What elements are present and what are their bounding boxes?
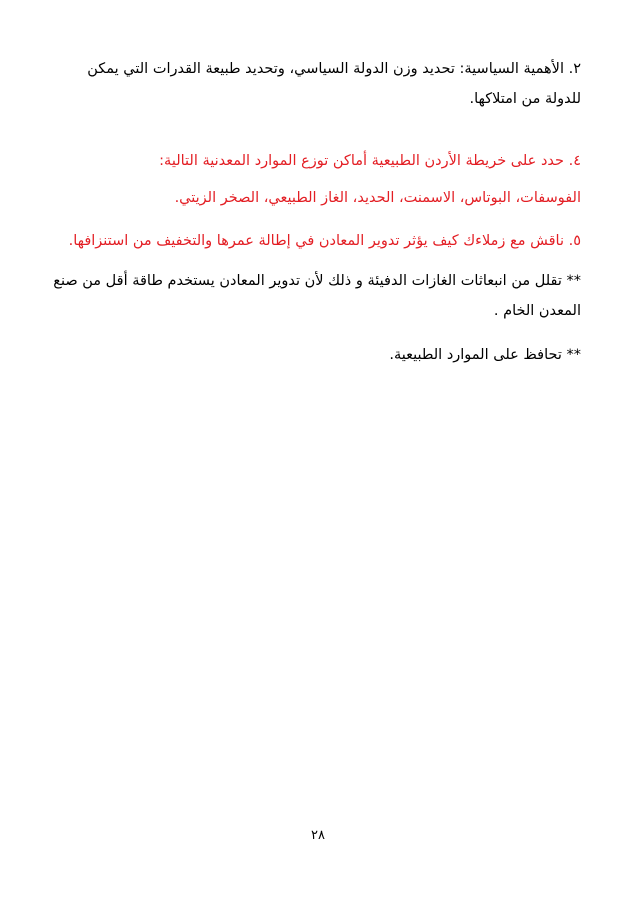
paragraph-question-5: ٥. ناقش مع زملاءك كيف يؤثر تدوير المعادن في إطالة عمرها والتخفيف من استنزافها. (68, 233, 581, 249)
paragraph-question-4: ٤. حدد على خريطة الأردن الطبيعية أماكن توزع الموارد المعدنية التالية: (159, 153, 581, 169)
paragraph-answer-emissions: ** تقلل من انبعاثات الغازات الدفيئة و ذلك لأن تدوير المعادن يستخدم طاقة أقل من صنع المعدن الخام . (53, 273, 581, 319)
paragraph-answer-conservation: ** تحافظ على الموارد الطبيعية. (389, 347, 581, 363)
paragraph-mineral-list: الفوسفات، البوتاس، الاسمنت، الحديد، الغاز الطبيعي، الصخر الزيتي. (174, 190, 581, 206)
paragraph-political-importance: ٢. الأهمية السياسية: تحديد وزن الدولة السياسي، وتحديد طبيعة القدرات التي يمكن للدولة من امتلاكها. (87, 61, 581, 107)
page-number: ٢٨ (311, 828, 325, 843)
